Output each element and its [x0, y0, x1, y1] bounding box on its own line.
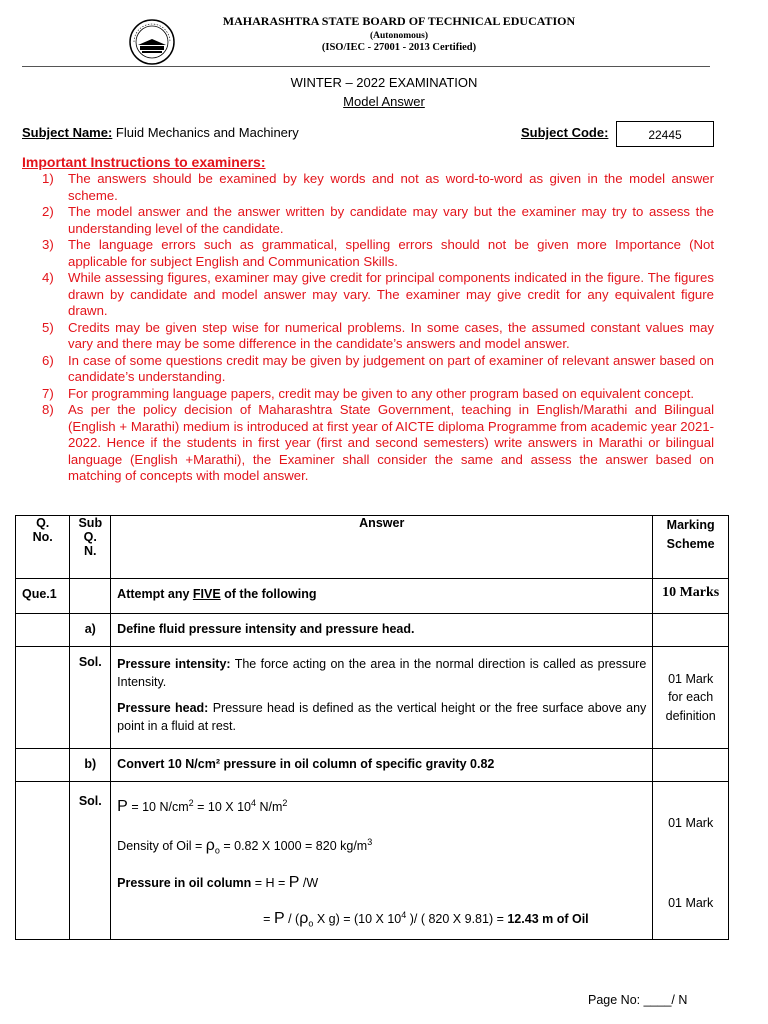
result-line: = P / ($\rho_o$ X g) = (10 X $10^4$ )/ ( 820 X 9.81) = 12.43 m of Oil — [263, 909, 589, 929]
oil-column-line: Pressure in oil column = H = P /W — [117, 873, 319, 891]
que1-number: Que.1 — [16, 579, 70, 614]
page-number: Page No: ____/ N — [588, 993, 688, 1007]
que1-marks: 10 Marks — [653, 579, 729, 614]
subject-name — [22, 125, 299, 140]
instruction-item: 5) Credits may be given step wise for numerical problems. In some cases, the assumed constant values may vary and there may be some difference in the candidate’s answers and model answer. — [42, 319, 714, 351]
table-row — [16, 579, 729, 614]
que1-instruction: Attempt any FIVE of the following — [111, 579, 653, 614]
instruction-item: 4) While assessing figures, examiner may give credit for principal components indicated in the figure. The figures drawn by candidate and model answer may vary. The examiner may give credit for any equivalent figure drawn. — [42, 270, 714, 318]
exam-title: WINTER – 2022 EXAMINATION — [290, 75, 478, 90]
instructions-list — [22, 171, 714, 485]
marks-b-1: 01 Mark — [668, 816, 714, 830]
instruction-item: 1) The answers should be examined by key words and not as word-to-word as given in the model answer scheme. — [42, 171, 714, 203]
subq-a: a) — [70, 614, 111, 647]
pressure-conversion-line: P = 10 $N/cm^2 = 10$ X $10^4$ $N/m^2$ — [117, 798, 288, 816]
density-line: Density of Oil = $\rho_o = 0.82$ X 1000 = 820 $kg/m^3$ — [117, 837, 373, 856]
pressure-head-def: Pressure head: Pressure head is defined as the vertical height or the free surface above any point in a fluid at rest. — [117, 701, 647, 733]
header-divider — [22, 66, 710, 67]
instruction-item: 2) The model answer and the answer written by candidate may vary but the examiner may try to assess the understanding level of the candidate. — [42, 204, 714, 236]
empty-cell — [16, 614, 70, 647]
answer-a — [111, 647, 653, 749]
header-marking: Marking Scheme — [653, 516, 729, 579]
answer-b — [111, 782, 653, 940]
instruction-item: 7) For programming language papers, credit may be given to any other program based on equivalent concept. — [42, 385, 695, 401]
marks-b-2: 01 Mark — [668, 896, 714, 910]
doc-type: Model Answer — [343, 94, 425, 109]
subject-name-label: Subject Name: — [22, 125, 113, 140]
empty-cell — [16, 749, 70, 782]
table-header-row — [16, 516, 729, 579]
instruction-item: 8) As per the policy decision of Maharashtra State Government, teaching in English/Marathi and Bilingual (English + Marathi) medium is introduced at first year of AICTE diploma Programme from academic year 2021-2022. Hence if the students in first year (first and second semesters) write answers in Marathi or bilingual language (English +Marathi), the Examiner shall consider the same and assess the answer based on matching of concepts with model answer. — [42, 402, 714, 483]
header-answer: Answer — [111, 516, 653, 579]
board-name: MAHARASHTRA STATE BOARD OF TECHNICAL EDUCATION — [222, 14, 576, 28]
marks-b — [653, 782, 729, 940]
instruction-item: 6) In case of some questions credit may be given by judgement on part of examiner of relevant answer based on candidate’s understanding. — [42, 352, 714, 384]
sol-a-label: Sol. — [70, 647, 111, 749]
marks-a: 01 Mark for each definition — [653, 647, 729, 749]
subject-code-value: 22445 — [616, 121, 714, 147]
pressure-intensity-def: Pressure intensity: The force acting on the area in the normal direction is called as pressure Intensity. — [117, 657, 647, 689]
empty-cell — [653, 614, 729, 647]
empty-cell — [16, 647, 70, 749]
header-qno: Q. No. — [16, 516, 70, 579]
sol-b-label: Sol. — [70, 782, 111, 940]
empty-cell — [16, 782, 70, 940]
table-row — [16, 782, 729, 940]
subject-code-label: Subject Code: — [521, 125, 609, 140]
empty-cell — [653, 749, 729, 782]
table-row — [16, 647, 729, 749]
answer-table — [15, 515, 729, 940]
instructions-title: Important Instructions to examiners: — [22, 154, 266, 170]
document-header — [0, 14, 768, 53]
table-row — [16, 614, 729, 647]
instruction-item: 3) The language errors such as grammatical, spelling errors should not be given more Importance (Not applicable for subject English and Communication Skills. — [42, 237, 714, 269]
question-a: Define fluid pressure intensity and pressure head. — [111, 614, 653, 647]
table-row — [16, 749, 729, 782]
subject-name-value: Fluid Mechanics and Machinery — [112, 125, 299, 140]
header-subq: Sub Q. N. — [70, 516, 111, 579]
question-b: Convert 10 N/cm² pressure in oil column of specific gravity 0.82 — [111, 749, 653, 782]
autonomous-label: (Autonomous) — [369, 31, 429, 41]
subq-b: b) — [70, 749, 111, 782]
empty-cell — [70, 579, 111, 614]
certification-label: (ISO/IEC - 27001 - 2013 Certified) — [321, 42, 477, 53]
